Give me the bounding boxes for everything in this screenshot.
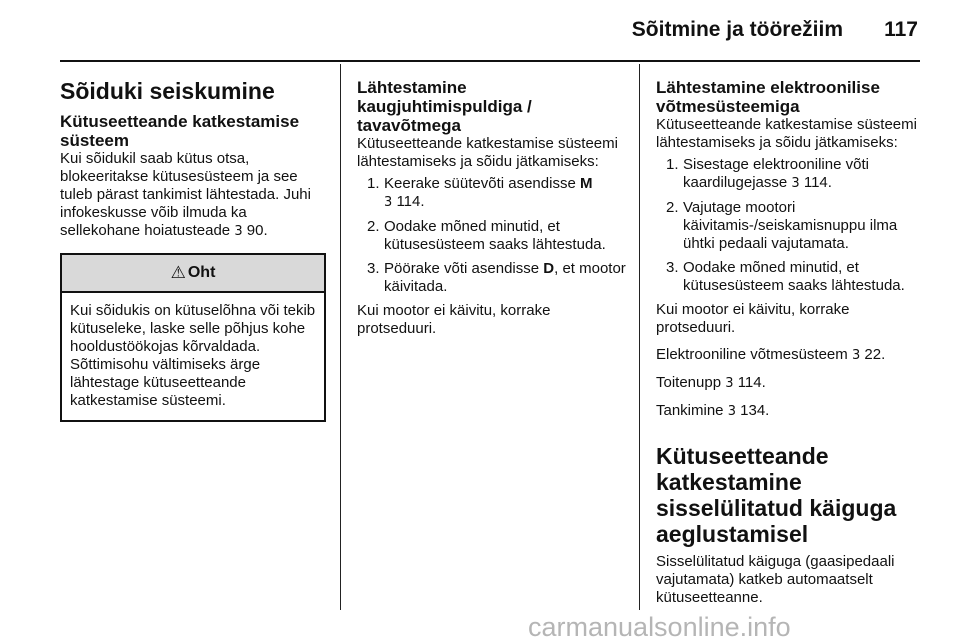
cross-reference-icon: 3 xyxy=(234,224,243,239)
cross-reference-icon: 3 xyxy=(727,404,736,419)
column-divider xyxy=(340,64,341,610)
page-link[interactable]: 134. xyxy=(740,402,770,419)
column-2 xyxy=(357,78,627,347)
chapter-title: Sõitmine ja töörežiim xyxy=(631,18,843,41)
column-3 xyxy=(656,78,931,616)
body-paragraph: Kui sõidukil saab kütus otsa, blokeeritakse kütusesüsteem ja see tuleb pärast tankimist lähtestada. Juhi infokeskusse võib ilmuda ka sellekohane hoiatusteade 3 90. xyxy=(60,150,311,239)
steps-list xyxy=(357,175,627,296)
column-1 xyxy=(60,78,325,422)
intro-text: Kütuseetteande katkestamise süsteemi lähtestamiseks ja sõidu jätkamiseks: xyxy=(656,116,917,151)
page-number: 117 xyxy=(884,18,918,41)
header-rule xyxy=(60,60,920,62)
cross-reference-line: Toitenupp 3 114. xyxy=(656,374,766,391)
page-link[interactable]: 114. xyxy=(396,193,425,210)
list-item: 2. Oodake mõned minutid, et kütusesüsteem saaks lähtestuda. xyxy=(367,218,606,253)
page-link[interactable]: 22. xyxy=(864,346,886,363)
list-item: 2. Vajutage mootori käivitamis-/seiskamisnuppu ilma ühtki pedaali vajutamata. xyxy=(666,199,898,252)
page-link[interactable]: 114. xyxy=(737,374,766,391)
warning-text: Kui sõidukis on kütuselõhna või tekib kütuseleke, laske selle põhjus kohe hooldustöökojas kõrvaldada. Sõttimisohu vältimiseks ärge lähtestage kütuseetteande katkestamise süsteemi. xyxy=(70,302,316,409)
body-paragraph: Sisselülitatud käiguga (gaasipedaali vajutamata) katkeb automaatselt kütuseetteanne. xyxy=(656,553,895,606)
watermark: carmanualsonline.info xyxy=(528,612,791,642)
steps-list xyxy=(656,156,931,295)
subsection-heading: Lähtestamine kaugjuhtimispuldiga / tavavõtmega xyxy=(357,78,532,135)
cross-reference-icon: 3 xyxy=(725,376,734,391)
page-link[interactable]: 114. xyxy=(803,174,832,191)
cross-reference-line: Tankimine 3 134. xyxy=(656,402,770,419)
page-header xyxy=(60,18,920,54)
cross-reference-icon: 3 xyxy=(851,348,861,363)
warning-icon: ⚠ xyxy=(170,263,186,282)
page-link[interactable]: 90. xyxy=(246,222,268,239)
list-item: 1. Sisestage elektrooniline võti kaardilugejasse 3 114. xyxy=(666,156,869,191)
cross-reference-icon: 3 xyxy=(791,176,800,191)
column-divider xyxy=(639,64,640,610)
section-heading: Kütuseetteande katkestamine sisselülitatud käiguga aeglustamisel xyxy=(656,443,897,547)
list-item: 3. Oodake mõned minutid, et kütusesüsteem saaks lähtestuda. xyxy=(666,259,905,294)
body-paragraph: Kui mootor ei käivitu, korrake protseduuri. xyxy=(656,301,850,336)
body-paragraph: Kui mootor ei käivitu, korrake protseduuri. xyxy=(357,302,551,337)
warning-header xyxy=(62,255,324,293)
section-heading: Sõiduki seiskumine xyxy=(60,78,275,104)
subsection-heading: Lähtestamine elektroonilise võtmesüsteemiga xyxy=(656,78,880,116)
cross-reference-line: Elektrooniline võtmesüsteem 3 22. xyxy=(656,346,886,363)
list-item: 3. Pöörake võti asendisse D, et mootor käivitada. xyxy=(367,260,626,295)
cross-reference-icon: 3 xyxy=(384,195,393,210)
warning-title: Oht xyxy=(187,264,216,281)
warning-box xyxy=(60,253,326,422)
intro-text: Kütuseetteande katkestamise süsteemi lähtestamiseks ja sõidu jätkamiseks: xyxy=(357,135,618,170)
subsection-heading: Kütuseetteande katkestamise süsteem xyxy=(60,112,300,150)
list-item: 1. Keerake süütevõti asendisse M 3 114. xyxy=(367,175,593,210)
